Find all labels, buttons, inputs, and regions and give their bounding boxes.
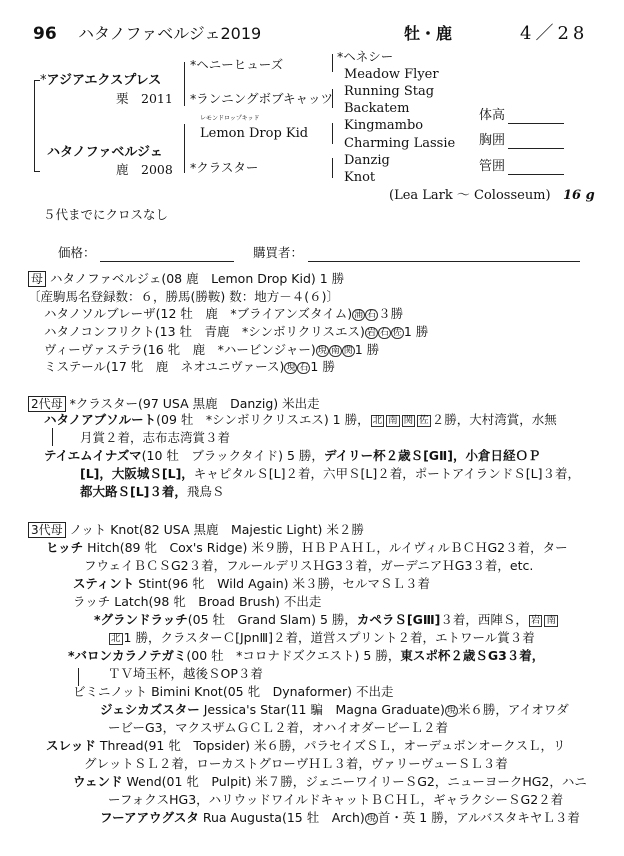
sex-color: 牡・鹿 xyxy=(404,24,453,43)
chest-field[interactable] xyxy=(508,148,564,149)
offspring-3: ヴィーヴァステラ(16 牝 鹿 *ハービンジャー) 現 南 関 1 勝 xyxy=(44,342,380,357)
dam-sire-ruby: レモンドロップキッド xyxy=(200,115,260,122)
family-number: 16 g xyxy=(563,188,595,203)
height-field[interactable] xyxy=(508,123,564,124)
dam-tag: 母 xyxy=(28,271,46,287)
g3-dam-dam-dam: Knot xyxy=(344,170,376,185)
g3-sire-sire-sire: *ヘネシー xyxy=(337,49,394,64)
section-dam xyxy=(28,271,608,381)
g3-sire-dam-sire: Running Stag xyxy=(344,84,435,99)
buyer-field[interactable] xyxy=(308,261,580,262)
birthdate: 4／28 xyxy=(520,23,589,44)
g3-dam-sire-dam: Charming Lassie xyxy=(344,136,456,151)
second-dam-line: 2代母 *クラスター(97 USA 黒鹿 Danzig) 米出走 xyxy=(28,396,320,412)
price-field[interactable] xyxy=(100,261,234,262)
progeny-grand-latch: *グランドラッチ(05 牡 Grand Slam) 5 勝，カペラＳ[GⅢ]３着，西陣Ｓ， 岩 南 xyxy=(94,612,556,627)
offspring-4: ミステール(17 牝 鹿 ネオユニヴァース) 現 石 1 勝 xyxy=(44,359,335,374)
dam-dam: *クラスター xyxy=(190,160,259,175)
progeny-baron: *バロンカラノテガミ(00 牡 *コロナドズクエスト) 5 勝，東スポ杯２歳ＳG3３着， xyxy=(68,648,545,663)
dam-info: 鹿 2008 xyxy=(116,162,173,177)
dam-name: ハタノファベルジェ xyxy=(47,145,163,160)
horse-name: ハタノファベルジェ2019 xyxy=(78,24,262,43)
lot-number: 96 xyxy=(33,24,57,44)
sire-name: *アジアエクスプレス xyxy=(40,73,162,88)
second-dam-tag: 2代母 xyxy=(28,396,66,412)
offspring-2: ハタノコンフリクト(13 牡 青鹿 *シンボリクリスエス) 岩 石 佐 1 勝 xyxy=(44,324,429,339)
sire-sire: *ヘニーヒューズ xyxy=(190,57,284,72)
progeny-rua-augusta: フーアアウグスタ Rua Augusta(15 牡 Arch) 現 首・英 1 勝，アルバスタキヤＬ３着 xyxy=(100,810,580,825)
cannon-label: 管囲 xyxy=(479,159,506,174)
price-label: 価格： xyxy=(58,245,96,260)
height-label: 体高 xyxy=(479,108,506,123)
progeny-wend: ウェンド Wend(01 牝 Pulpit) 米７勝，ジェニーワイリーＳG2，ニューヨークHG2，ハニ xyxy=(73,774,587,789)
cannon-field[interactable] xyxy=(508,174,564,175)
progeny-bimini-knot: ビミニノット Bimini Knot(05 牝 Dynaformer) 不出走 xyxy=(73,684,394,699)
progeny-latch: ラッチ Latch(98 牝 Broad Brush) 不出走 xyxy=(73,594,322,609)
chest-label: 胸囲 xyxy=(479,133,506,148)
buyer-label: 購買者： xyxy=(253,245,304,260)
dam-line: 母 ハタノファベルジェ(08 鹿 Lemon Drop Kid) 1 勝 xyxy=(28,271,344,287)
g3-sire-dam-dam: Backatem xyxy=(344,101,410,116)
progeny-absolute: ハタノアブソルート(09 牡 *シンボリクリスエス) 1 勝， 北 南 関 佐 ２勝，大村湾賞，水無 xyxy=(44,412,557,427)
third-dam-tag: 3代母 xyxy=(28,522,66,538)
g3-sire-sire-dam: Meadow Flyer xyxy=(344,67,439,82)
dam-produce-summary: 〔産駒馬名登録数：６，勝馬(勝鞍) 数：地方－４(６)〕 xyxy=(28,289,339,304)
section-third-dam: 3代母 ノット Knot(82 USA 黒鹿 Majestic Light) 米２勝 ヒッチ Hitch(89 牝 Cox's Ridge) 米９勝，ＨＢＰＡＨＬ，ルイヴィルＢＣＨG2３着，ター フウェイＢＣＳG2３着，フルールデリスＨG3３着，ガーデニアＨG3３着，etc. スティント Stint(96 牝 Wild Again) 米３勝，セルマＳＬ３着 ラッチ Latch(98 牝 Broad Brush) 不出走 *グランドラッチ(05 牡 Grand Slam) 5 勝，カペラＳ[GⅢ]３着，西陣Ｓ， 岩 南 北 1 勝，クラスターＣ[JpnⅢ]２着，道営スプリント２着，エトワール賞３着 *バロンカラノテガミ(00 牡 *コロナドズクエスト) 5 勝，東スポ杯２歳ＳG3３着， ＴＶ埼玉杯，越後ＳOP３着 ビミニノット Bimini Knot(05 牝 Dynaformer) 不出走 ジェシカズスター Jessica's Star(11 騙 Magna Graduate) 現 米６勝，アイオワダ ービーG3，マクスザムＧＣＬ２着，オハイオダービーＬ２着 スレッド Thread(91 牝 Topsider) 米６勝，パラセイズＳＬ，オーデュボンオークスＬ，リ グレットＳＬ２着，ローカストグローヴＨＬ３着，ヴァリーヴューＳＬ３着 ウェンド Wend(01 牝 Pulpit) 米７勝，ジェニーワイリーＳG2，ニューヨークHG2，ハニ ーフォクスHG3，ハリウッドワイルドキャットＢＣＨＬ，ギャラクシーＳG2２着 フーアアウグスタ Rua Augusta(15 牡 Arch) 現 首・英 1 勝，アルバスタキヤＬ３着 xyxy=(28,522,618,852)
progeny-thread: スレッド Thread(91 牝 Topsider) 米６勝，パラセイズＳＬ，オーデュボンオークスＬ，リ xyxy=(46,738,566,753)
sire-dam: *ランニングボブキャッツ xyxy=(190,91,334,106)
cross-note: ５代までにクロスなし xyxy=(43,207,169,222)
sire-info: 栗 2011 xyxy=(116,91,173,106)
third-dam-line: 3代母 ノット Knot(82 USA 黒鹿 Majestic Light) 米２勝 xyxy=(28,522,364,538)
progeny-jessicas-star: ジェシカズスター Jessica's Star(11 騙 Magna Graduate) 現 米６勝，アイオワダ xyxy=(100,702,569,717)
progeny-hitch: ヒッチ Hitch(89 牝 Cox's Ridge) 米９勝，ＨＢＰＡＨＬ，ルイヴィルＢＣＨG2３着，ター xyxy=(46,540,568,555)
offspring-1: ハタノソルブレーザ(12 牡 鹿 *ブライアンズタイム) 浦 石 ３勝 xyxy=(44,306,404,321)
family-note: (Lea Lark 〜 Colosseum) xyxy=(389,188,551,203)
progeny-stint: スティント Stint(96 牝 Wild Again) 米３勝，セルマＳＬ３着 xyxy=(73,576,430,591)
section-second-dam: 2代母 *クラスター(97 USA 黒鹿 Danzig) 米出走 ハタノアブソルート(09 牡 *シンボリクリスエス) 1 勝， 北 南 関 佐 ２勝，大村湾賞，水無 月賞２着，志布志湾賞３着 テイエムイナズマ(10 牡 ブラックタイド) 5 勝，デイリー杯２歳Ｓ[GⅡ]，小倉日経ＯＰ [L]，大阪城Ｓ[L]，キャピタルＳ[L]２着，六甲Ｓ[L]２着，ポートアイランドＳ[L]３着， 都大路Ｓ[L]３着，飛鳥Ｓ xyxy=(28,396,608,506)
progeny-inazuma: テイエムイナズマ(10 牡 ブラックタイド) 5 勝，デイリー杯２歳Ｓ[GⅡ]，小倉日経ＯＰ xyxy=(44,448,541,463)
dam-sire: Lemon Drop Kid xyxy=(200,126,309,141)
g3-dam-dam-sire: Danzig xyxy=(344,153,390,168)
g3-dam-sire-sire: Kingmambo xyxy=(344,118,424,133)
